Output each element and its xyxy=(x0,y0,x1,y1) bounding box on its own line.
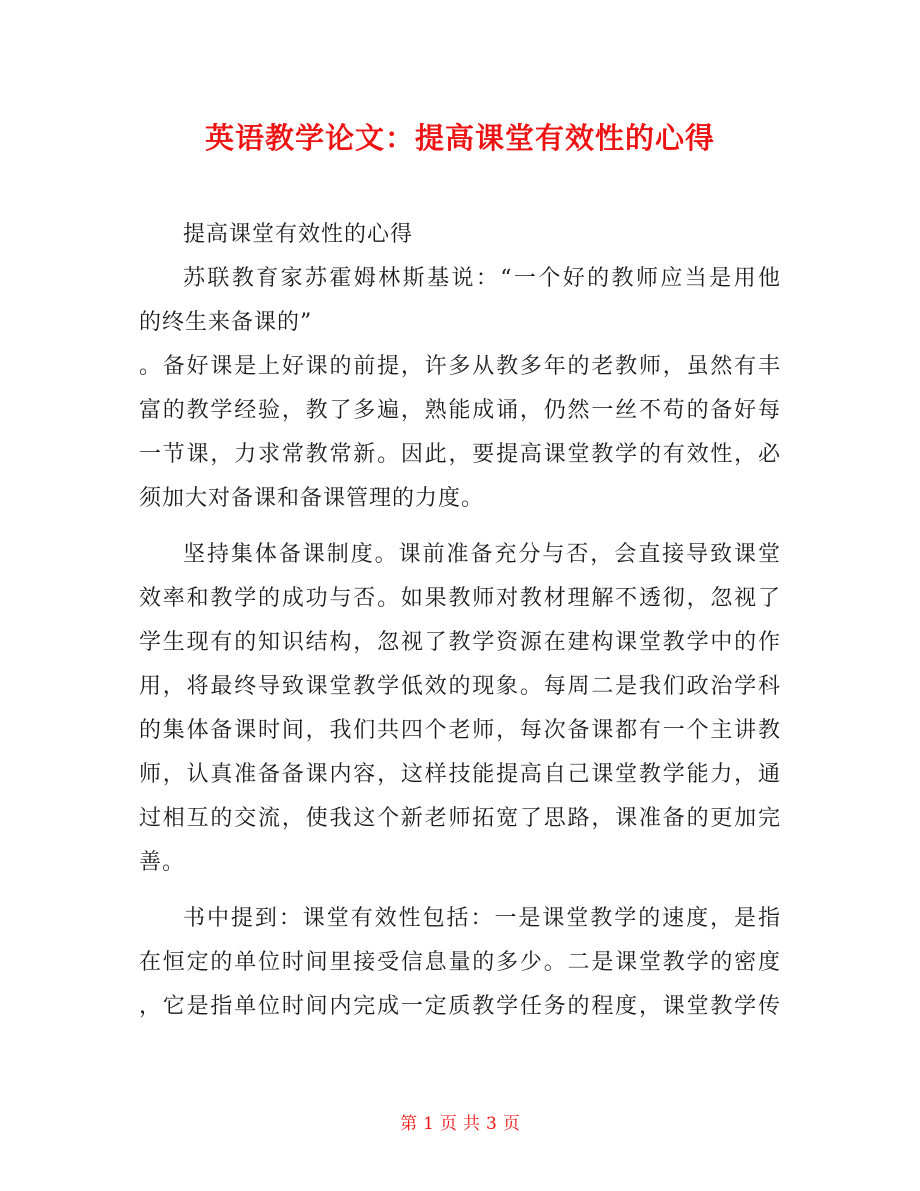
paragraph-line: 师，认真准备备课内容，这样技能提高自己课堂教学能力，通 xyxy=(139,762,781,787)
paragraph-line: 提高课堂有效性的心得 xyxy=(183,222,414,247)
paragraph-line: 苏联教育家苏霍姆林斯基说：“一个好的教师应当是用他 xyxy=(183,266,781,291)
document-title: 英语教学论文：提高课堂有效性的心得 xyxy=(204,121,715,155)
paragraph-line: 学生现有的知识结构，忽视了教学资源在建构课堂教学中的作 xyxy=(139,630,781,655)
paragraph-line: ，它是指单位时间内完成一定质教学任务的程度，课堂教学传 xyxy=(139,994,781,1019)
footer-current-page: 1 xyxy=(423,1114,434,1134)
paragraph-line: 的终生来备课的” xyxy=(139,310,313,335)
paragraph-line: 富的教学经验，教了多遍，熟能成诵，仍然一丝不苟的备好每 xyxy=(139,398,781,423)
footer-total-unit: 页 xyxy=(502,1114,520,1134)
paragraph-line: 效率和教学的成功与否。如果教师对教材理解不透彻，忽视了 xyxy=(139,586,781,611)
paragraph-line: 过相互的交流，使我这个新老师拓宽了思路，课准备的更加完 xyxy=(139,806,781,831)
paragraph-line: 须加大对备课和备课管理的力度。 xyxy=(139,486,485,511)
footer-total-label: 共 xyxy=(463,1114,480,1134)
footer-page-unit: 页 xyxy=(440,1114,457,1134)
paragraph-gap xyxy=(139,521,781,533)
paragraph-line: 在恒定的单位时间里接受信息量的多少。二是课堂教学的密度 xyxy=(139,950,781,975)
paragraph-line: 善。 xyxy=(139,850,186,875)
paragraph-line: 用，将最终导致课堂教学低效的现象。每周二是我们政治学科 xyxy=(139,674,781,699)
footer-total-pages: 3 xyxy=(486,1114,497,1134)
paragraph-line: 坚持集体备课制度。课前准备充分与否，会直接导致课堂 xyxy=(183,542,781,567)
paragraph-line: 书中提到：课堂有效性包括：一是课堂教学的速度，是指 xyxy=(183,906,781,931)
paragraph-line: 。备好课是上好课的前提，许多从教多年的老教师，虽然有丰 xyxy=(139,354,781,379)
paragraph-gap xyxy=(139,885,781,897)
footer-page-label: 第 xyxy=(400,1114,418,1134)
paragraph-line: 一节课，力求常教常新。因此，要提高课堂教学的有效性，必 xyxy=(139,442,781,467)
document-body xyxy=(139,213,781,1029)
paragraph-line: 的集体备课时间，我们共四个老师，每次备课都有一个主讲教 xyxy=(139,718,781,743)
page-footer xyxy=(0,1112,920,1136)
